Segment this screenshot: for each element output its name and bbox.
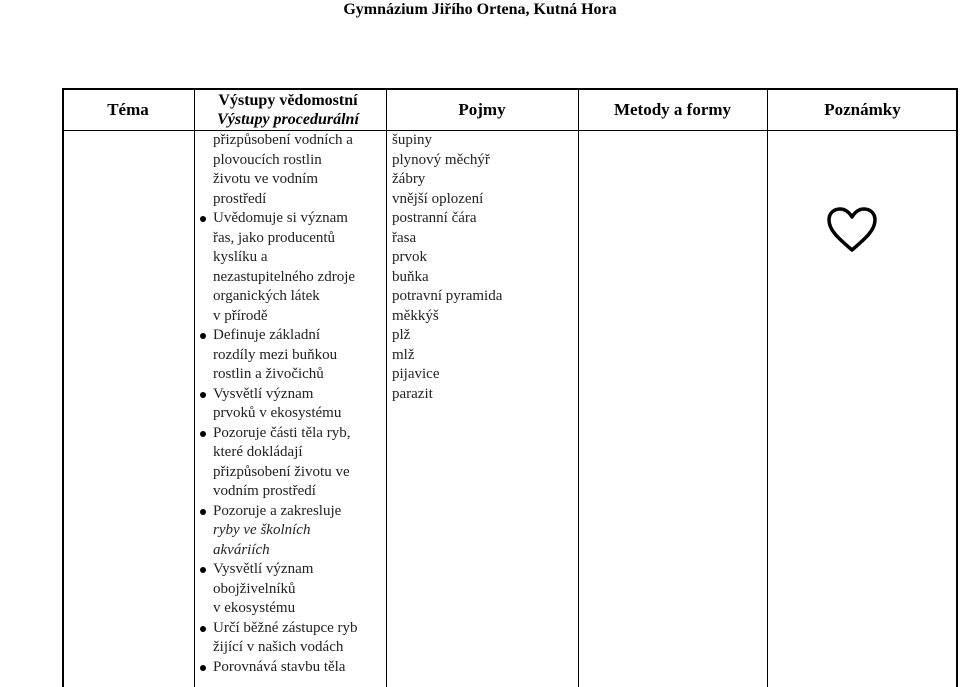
text-line: obojživelníků — [213, 580, 296, 597]
text-line: v ekosystému — [213, 600, 296, 616]
term-item: měkkýš — [392, 307, 439, 324]
school-title: Gymnázium Jiřího Ortena, Kutná Hora — [343, 1, 617, 18]
text-line: žijící v našich vodách — [213, 639, 344, 655]
vystupy-cell — [196, 131, 386, 677]
text-line: řas, jako producentů — [213, 229, 336, 246]
term-item: šupiny — [392, 132, 433, 148]
text-line: plovoucích rostlin — [213, 151, 322, 168]
bullet-item-line: Pozoruje části těla ryb, — [196, 424, 386, 444]
text-line: v přírodě — [213, 307, 268, 324]
bullet-item-line: Vysvětlí význam — [196, 385, 386, 405]
pojmy-cell — [392, 131, 572, 404]
term-item: řasa — [392, 229, 417, 246]
text-line: vodním prostředí — [213, 483, 316, 499]
header-tema: Téma — [107, 100, 149, 119]
term-item: vnější oplození — [392, 190, 484, 207]
text-line: životu ve vodním — [213, 171, 318, 187]
bullet-item-line: Pozoruje a zakresluje — [196, 502, 386, 522]
bullet-item-line: Porovnává stavbu těla — [196, 658, 386, 678]
text-line: přizpůsobení životu ve — [213, 463, 350, 480]
text-line: ryby ve školních — [213, 522, 311, 538]
text-line: prvoků v ekosystému — [213, 405, 342, 421]
header-pojmy: Pojmy — [458, 100, 506, 119]
text-line: prostředí — [213, 190, 267, 207]
text-line: rostlin a živočichů — [213, 366, 324, 382]
text-line: které dokládají — [213, 444, 303, 460]
text-line: akváriích — [213, 541, 270, 558]
term-item: mlž — [392, 346, 415, 363]
bullet-item-line: Určí běžné zástupce ryb — [196, 619, 386, 639]
term-item: parazit — [392, 385, 433, 402]
header-poznamky: Poznámky — [824, 100, 901, 119]
heart-outline-icon — [826, 206, 878, 254]
text-line: nezastupitelného zdroje — [213, 268, 356, 285]
header-vystupy-line1: Výstupy vědomostní — [218, 92, 358, 109]
bullet-item-line: Uvědomuje si význam — [196, 209, 386, 229]
term-item: plynový měchýř — [392, 151, 490, 168]
term-item: postranní čára — [392, 210, 477, 226]
header-vystupy-line2: Výstupy procedurální — [217, 111, 359, 128]
text-line: kyslíku a — [213, 249, 268, 265]
header-metody: Metody a formy — [613, 100, 732, 119]
term-item: pijavice — [392, 366, 440, 382]
column-divider — [578, 88, 579, 687]
term-item: buňka — [392, 268, 429, 285]
column-divider — [194, 88, 195, 687]
text-line: organických látek — [213, 288, 320, 304]
header-vystupy — [194, 91, 382, 129]
bullet-item-line: Definuje základní — [196, 326, 386, 346]
column-divider — [767, 88, 768, 687]
text-line: rozdíly mezi buňkou — [213, 346, 338, 363]
term-item: potravní pyramida — [392, 288, 503, 304]
column-divider — [386, 88, 387, 687]
term-item: plž — [392, 327, 411, 343]
text-line: přizpůsobení vodních a — [213, 132, 353, 148]
bullet-item-line: Vysvětlí význam — [196, 560, 386, 580]
term-item: žábry — [392, 171, 426, 187]
term-item: prvok — [392, 249, 427, 265]
